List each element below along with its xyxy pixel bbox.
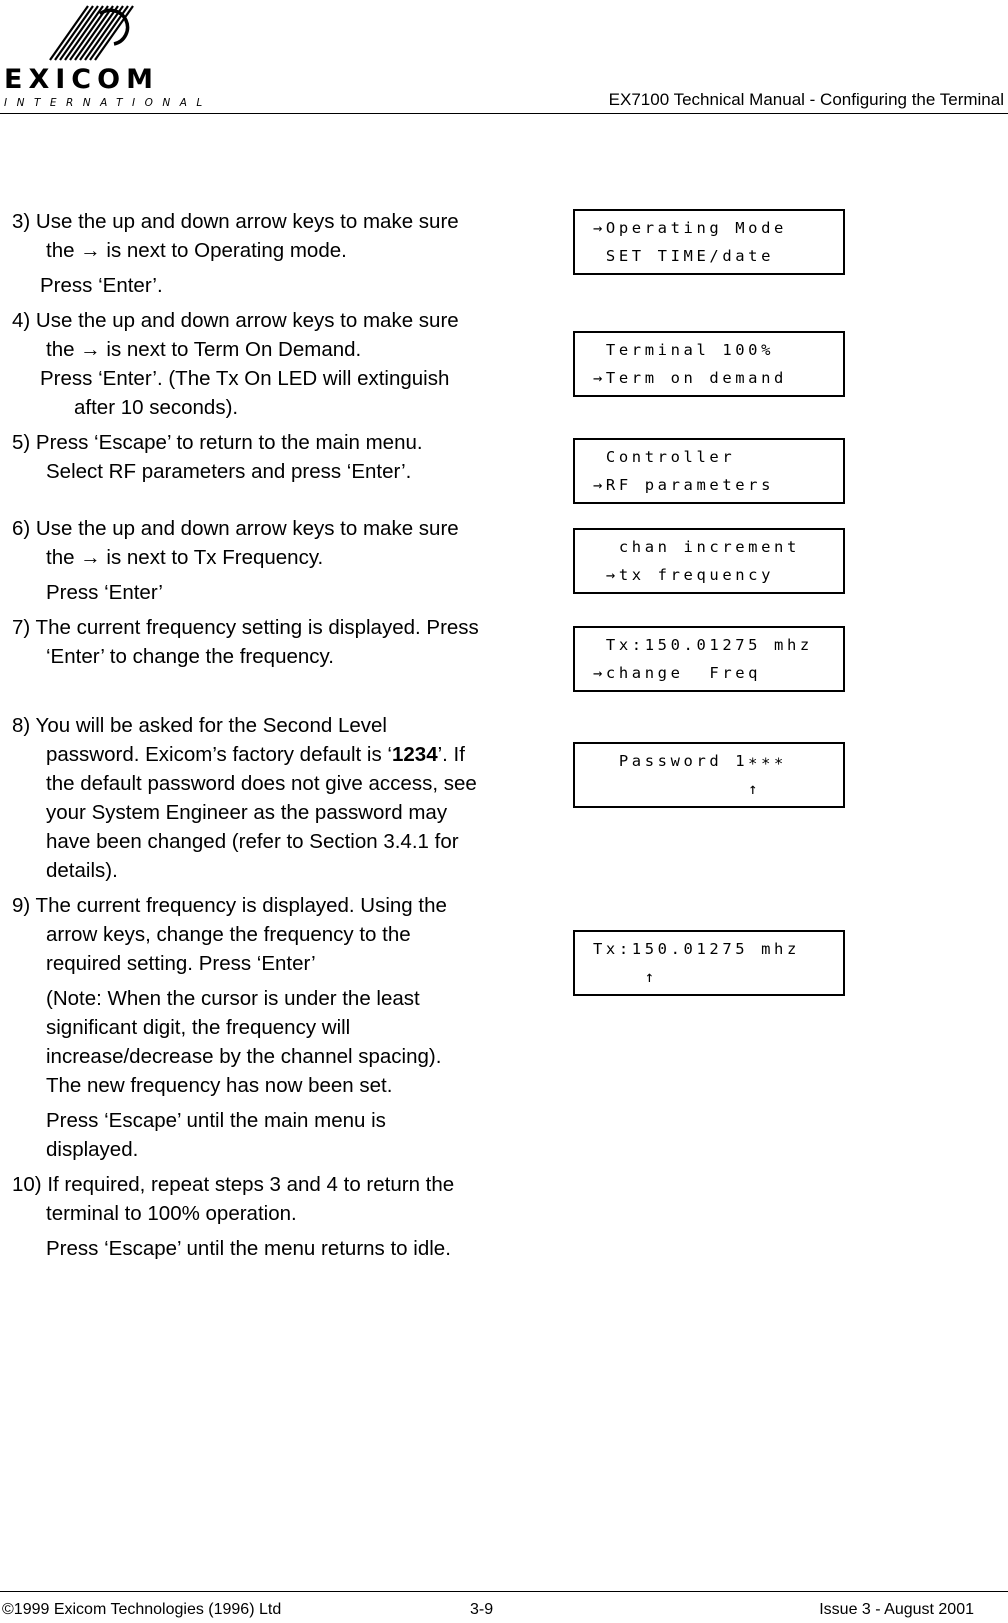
lcd-term-on-demand <box>573 331 845 397</box>
lcd-line-1: Password 1∗∗∗ <box>593 752 787 770</box>
default-password: 1234 <box>391 743 438 766</box>
header-rule <box>0 113 1008 114</box>
lcd-line-1: Tx:150.01275 mhz <box>593 940 800 958</box>
lcd-password <box>573 742 845 808</box>
lcd-tx-frequency <box>573 528 845 594</box>
running-header: EX7100 Technical Manual - Configuring the Terminal <box>608 90 1004 109</box>
step-7: 7) The current frequency setting is displayed. Press ‘Enter’ to change the frequency. <box>12 616 479 668</box>
exicom-logo <box>2 0 212 109</box>
step-4: 4) Use the up and down arrow keys to make sure the → is next to Term On Demand. <box>12 309 459 361</box>
lcd-rf-parameters <box>573 438 845 504</box>
footer-copyright: ©1999 Exicom Technologies (1996) Ltd <box>2 1601 282 1618</box>
step-9-note: (Note: When the cursor is under the least significant digit, the frequency will increase/decrease by the channel spacing). <box>46 987 442 1068</box>
lcd-line-2: SET TIME/date <box>593 247 775 265</box>
step-10: 10) If required, repeat steps 3 and 4 to return the terminal to 100% operation. <box>12 1173 455 1225</box>
step-3: 3) Use the up and down arrow keys to make sure the → is next to Operating mode. <box>12 210 459 262</box>
lcd-line-1: Controller <box>593 448 736 466</box>
lcd-frequency-edit <box>573 930 845 996</box>
lcd-line-2: →Term on demand <box>593 369 787 387</box>
lcd-cursor-line: ↑ <box>593 968 658 986</box>
step-8 <box>12 711 482 885</box>
step-4-enter: Press ‘Enter’. (The Tx On LED will extinguish after 10 seconds). <box>40 367 450 419</box>
lcd-line-1: chan increment <box>593 538 800 556</box>
step-6: 6) Use the up and down arrow keys to make sure the → is next to Tx Frequency. <box>12 517 459 569</box>
footer-issue: Issue 3 - August 2001 <box>819 1601 974 1618</box>
lcd-operating-mode <box>573 209 845 275</box>
svg-text:EXICOM: EXICOM <box>4 64 159 95</box>
step-8-post: ’. If the default password does not give access, see your System Engineer as the password may have been changed (refer to Section 3.4.1 for details). <box>46 743 477 882</box>
svg-text:INTERNATIONAL: INTERNATIONAL <box>4 97 212 109</box>
lcd-line-1: Terminal 100% <box>593 341 775 359</box>
step-10-escape: Press ‘Escape’ until the menu returns to idle. <box>46 1237 451 1260</box>
footer-rule <box>0 1591 1008 1592</box>
step-3-enter: Press ‘Enter’. <box>40 274 163 297</box>
step-9: 9) The current frequency is displayed. Using the arrow keys, change the frequency to the required setting. Press ‘Enter’ <box>12 894 447 975</box>
step-8-pre: 8) You will be asked for the Second Level password. Exicom’s factory default is ‘ <box>12 714 392 766</box>
step-9-escape: Press ‘Escape’ until the main menu is displayed. <box>46 1109 386 1161</box>
lcd-cursor-line: ↑ <box>593 780 762 798</box>
lcd-line-2: →RF parameters <box>593 476 775 494</box>
lcd-change-freq <box>573 626 845 692</box>
footer-page-number: 3-9 <box>470 1601 494 1618</box>
step-6-enter: Press ‘Enter’ <box>46 581 163 604</box>
lcd-line-1: →Operating Mode <box>593 219 787 237</box>
lcd-line-1: Tx:150.01275 mhz <box>593 636 813 654</box>
procedure-steps <box>12 207 482 1263</box>
step-9-newfreq: The new frequency has now been set. <box>46 1074 393 1097</box>
lcd-line-2: →tx frequency <box>593 566 775 584</box>
lcd-line-2: →change Freq <box>593 664 762 682</box>
step-5: 5) Press ‘Escape’ to return to the main menu. Select RF parameters and press ‘Enter’. <box>12 431 423 483</box>
